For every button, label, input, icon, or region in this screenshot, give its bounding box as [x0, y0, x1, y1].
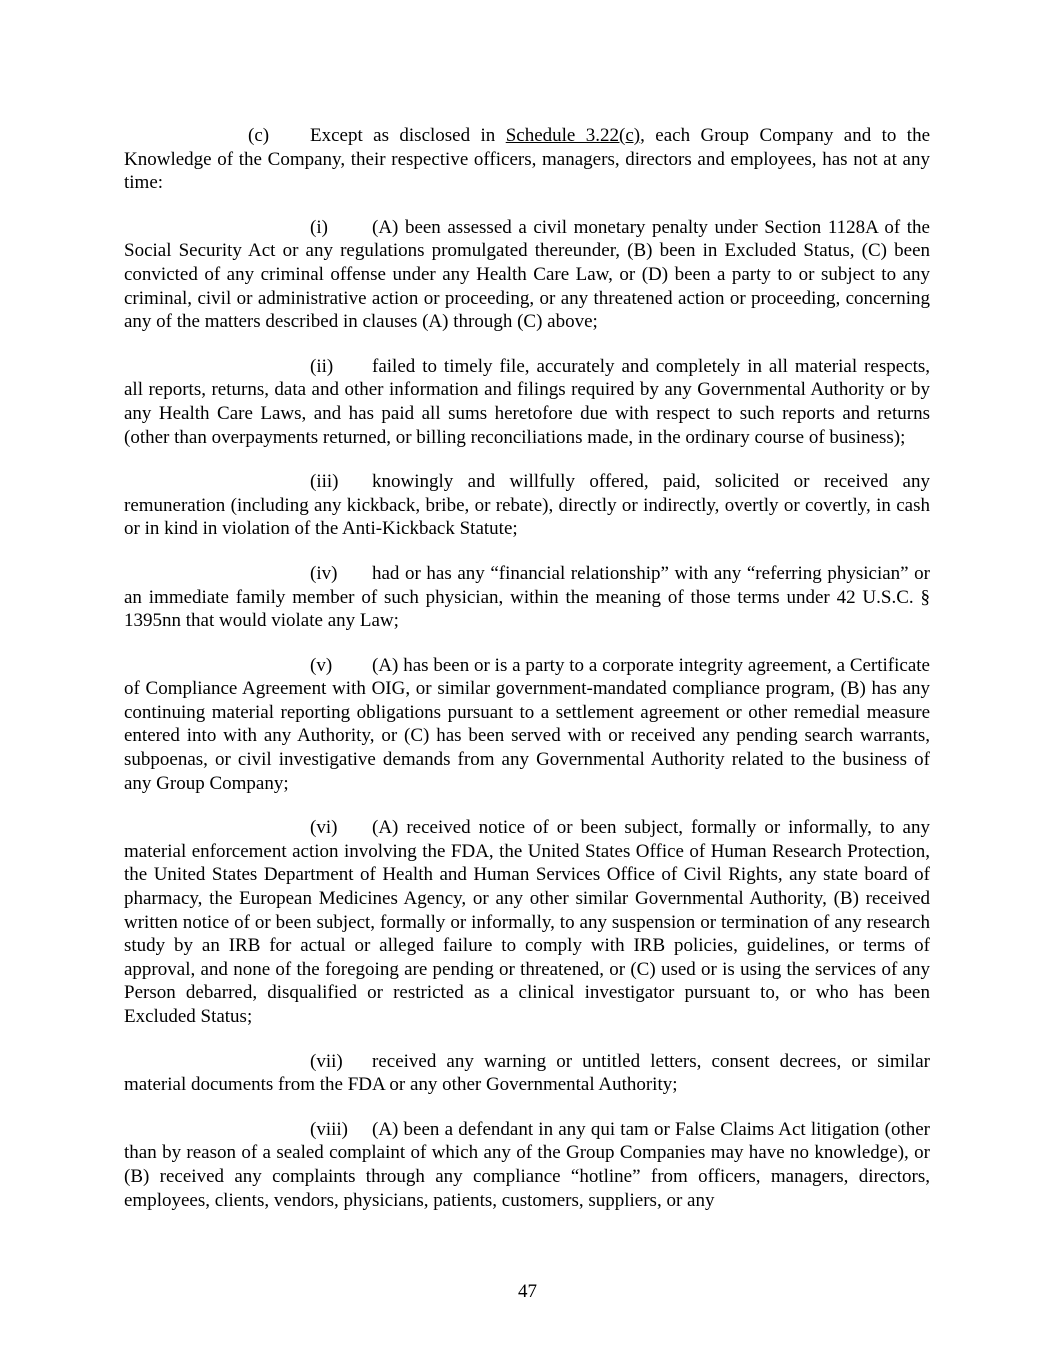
clause-number: (vi)	[310, 817, 338, 839]
page-number: 47	[518, 1281, 537, 1302]
clause-number: (v)	[310, 654, 333, 676]
paragraph-text: Except as disclosed in	[310, 125, 506, 146]
clause-vi	[124, 816, 930, 1028]
clause-text: received any warning or untitled letters, consent decrees, or similar material documents from the FDA or any other Governmental Authority;	[124, 1050, 930, 1096]
paragraph-text: , each Group Company and to the Knowledge of the Company, their respective officers, managers, directors and employees, has not at any time:	[124, 125, 931, 194]
clause-number: (i)	[310, 216, 328, 238]
clause-text: had or has any “financial relationship” with any “referring physician” or an immediate family member of such physician, within the meaning of those terms under 42 U.S.C. § 1395nn that would violate any Law;	[124, 562, 930, 632]
clause-text: (A) received notice of or been subject, formally or informally, to any material enforcement action involving the FDA, the United States Office of Human Research Protection, the United States Department of Health and Human Services Office of Civil Rights, any state board of pharmacy, the European Medicines Agency, or any other similar Governmental Authority, (B) received written notice of or been subject, formally or informally, to any suspension or termination of any research study by an IRB for actual or alleged failure to comply with IRB policies, guidelines, or terms of approval, and none of the foregoing are pending or threatened, or (C) used or is using the services of any Person debarred, disqualified or restricted as a clinical investigator pursuant to, or who has been Excluded Status;	[124, 817, 930, 1027]
clause-number: (ii)	[310, 355, 334, 377]
clause-text: (A) been a defendant in any qui tam or False Claims Act litigation (other than by reason of a sealed complaint of which any of the Group Companies may have no knowledge), or (B) received any complaints through any compliance “hotline” from officers, managers, directors, employees, clients, vendors, physicians, patients, customers, suppliers, or any	[124, 1118, 930, 1211]
clause-number: (vii)	[310, 1050, 343, 1072]
clause-iv	[124, 562, 930, 633]
clause-number: (iv)	[310, 562, 338, 584]
clause-ii	[124, 355, 930, 449]
clause-v	[124, 654, 930, 796]
clause-i	[124, 216, 930, 334]
clause-iii	[124, 470, 930, 541]
paragraph-c	[124, 124, 930, 195]
clause-text: (A) been assessed a civil monetary penalty under Section 1128A of the Social Security Act or any regulations promulgated thereunder, (B) been in Excluded Status, (C) been convicted of any criminal offense under any Health Care Law, or (D) been a party to or subject to any criminal, civil or administrative action or proceeding, or any threatened action or proceeding, concerning any of the matters described in clauses (A) through (C) above;	[124, 216, 930, 333]
document-page	[124, 124, 930, 1233]
clause-number: (c)	[248, 125, 270, 146]
clause-viii	[124, 1118, 930, 1212]
schedule-reference: Schedule 3.22(c)	[505, 125, 641, 146]
clause-text: failed to timely file, accurately and completely in all material respects, all reports, returns, data and other information and filings required by any Governmental Authority or by any Health Care Laws, and has paid all sums heretofore due with respect to such reports and returns (other than overpayments returned, or billing reconciliations made, in the ordinary course of business);	[124, 355, 930, 448]
clause-text: (A) has been or is a party to a corporate integrity agreement, a Certificate of Compliance Agreement with OIG, or similar government-mandated compliance program, (B) has any continuing material reporting obligations pursuant to a settlement agreement or other remedial measure entered into with any Authority, or (C) has been served with or received any pending search warrants, subpoenas, or civil investigative demands from any Governmental Authority related to the business of any Group Company;	[124, 654, 930, 794]
clause-vii	[124, 1050, 930, 1097]
clause-number: (viii)	[310, 1118, 348, 1140]
clause-text: knowingly and willfully offered, paid, solicited or received any remuneration (including any kickback, bribe, or rebate), directly or indirectly, overtly or covertly, in cash or in kind in violation of the Anti-Kickback Statute;	[124, 471, 930, 540]
clause-number: (iii)	[310, 471, 339, 493]
